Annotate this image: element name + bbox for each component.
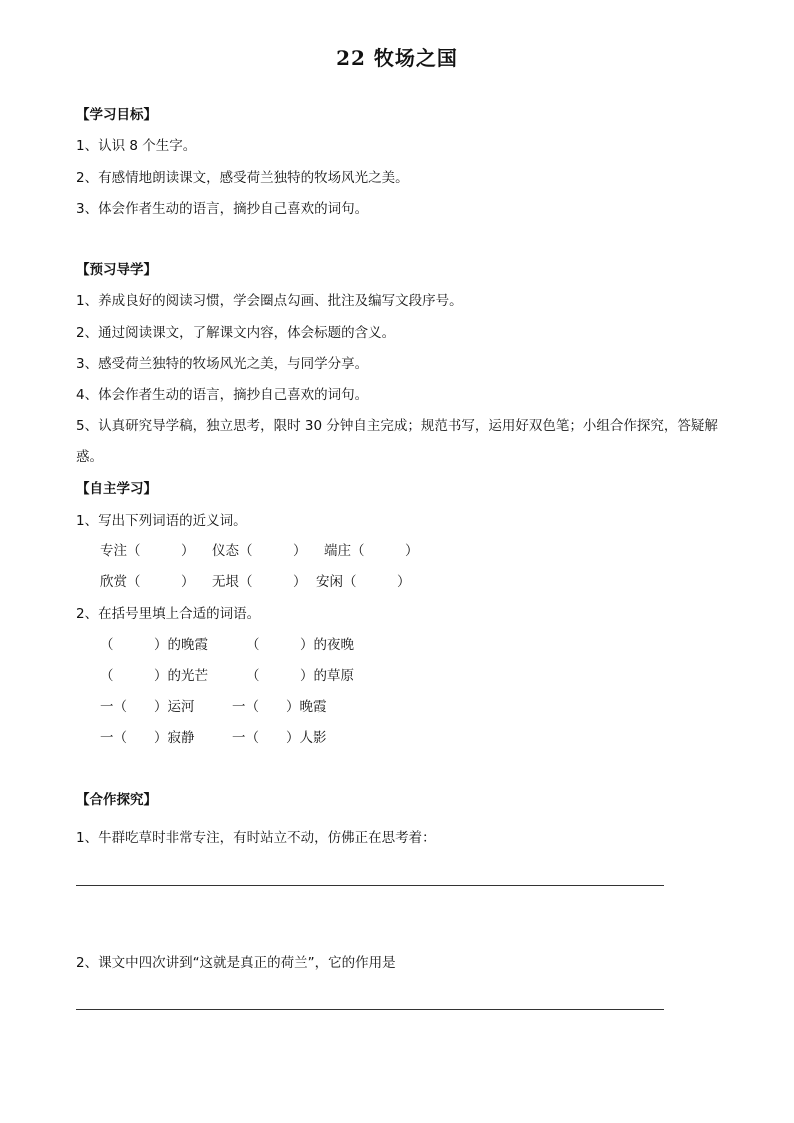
- preview-item-4: 4、体会作者生动的语言，摘抄自己喜欢的词句。: [76, 387, 369, 403]
- synonym-item: 专注（ ）: [100, 543, 195, 559]
- self-study-question-2: 2、在括号里填上合适的词语。: [76, 606, 261, 622]
- fill-blank-item: 一（ ）晚霞: [232, 699, 327, 715]
- fill-blank-item: （ ）的光芒: [100, 668, 208, 684]
- fill-blank-item: （ ）的晚霞: [100, 637, 208, 653]
- preview-item-5: 5、认真研究导学稿，独立思考，限时 30 分钟自主完成；规范书写，运用好双色笔；小组合作探究，答疑解惑。: [76, 418, 718, 465]
- fill-blank-item: 一（ ）运河: [100, 699, 195, 715]
- fill-blank-item: 一（ ）寂静: [100, 730, 195, 746]
- inquiry-question-2: 2、课文中四次讲到“这就是真正的荷兰”，它的作用是: [76, 955, 396, 971]
- goal-item-3: 3、体会作者生动的语言，摘抄自己喜欢的词句。: [76, 201, 369, 217]
- fill-blank-item: 一（ ）人影: [232, 730, 327, 746]
- synonym-item: 端庄（ ）: [324, 543, 419, 559]
- synonym-item: 无垠（ ）: [212, 574, 307, 590]
- preview-item-3: 3、感受荷兰独特的牧场风光之美，与同学分享。: [76, 356, 369, 372]
- self-study-question-1: 1、写出下列词语的近义词。: [76, 513, 247, 529]
- inquiry-question-1: 1、牛群吃草时非常专注，有时站立不动，仿佛正在思考着：: [76, 830, 436, 846]
- preview-item-1: 1、养成良好的阅读习惯，学会圈点勾画、批注及编写文段序号。: [76, 293, 463, 309]
- section-heading-self-study: 【自主学习】: [76, 481, 157, 497]
- synonym-item: 安闲（ ）: [316, 574, 411, 590]
- goal-item-2: 2、有感情地朗读课文，感受荷兰独特的牧场风光之美。: [76, 170, 409, 186]
- answer-line-1[interactable]: [76, 885, 664, 886]
- synonym-item: 欣赏（ ）: [100, 574, 195, 590]
- section-heading-cooperative-inquiry: 【合作探究】: [76, 792, 157, 808]
- section-heading-learning-goals: 【学习目标】: [76, 107, 157, 123]
- section-heading-preview-guide: 【预习导学】: [76, 262, 157, 278]
- fill-blank-item: （ ）的夜晚: [246, 637, 354, 653]
- answer-line-2[interactable]: [76, 1009, 664, 1010]
- goal-item-1: 1、认识 8 个生字。: [76, 138, 197, 154]
- fill-blank-item: （ ）的草原: [246, 668, 354, 684]
- preview-item-2: 2、通过阅读课文，了解课文内容，体会标题的含义。: [76, 325, 396, 341]
- synonym-item: 仪态（ ）: [212, 543, 307, 559]
- page-title: 22 牧场之国: [336, 46, 458, 70]
